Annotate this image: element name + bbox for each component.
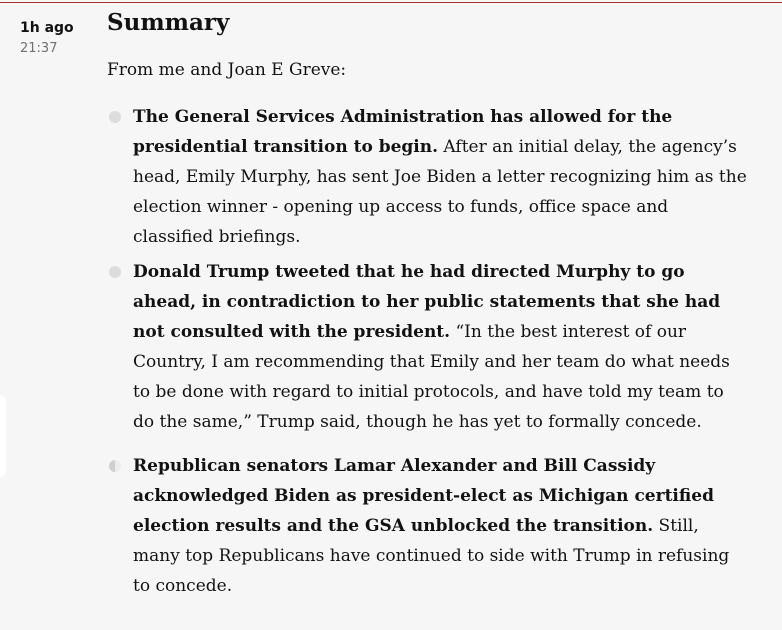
summary-item-body: “In the best interest of our Country, I am recommending that Emily and her team do what needs to be done with regard to initial protocols, and have told my team to do the same,” Trump said, though he has yet to formally concede.: [133, 322, 730, 432]
summary-item-headline: Donald Trump tweeted that he had directed Murphy to go ahead, in contradiction to her public statements that she had not consulted with the president.: [133, 262, 721, 342]
summary-list: [107, 102, 747, 606]
relative-time[interactable]: 1h ago: [20, 20, 74, 36]
summary-item: [107, 102, 747, 252]
summary-item-body: Still, many top Republicans have continued to side with Trump in refusing to concede.: [133, 516, 730, 596]
summary-item-body: After an initial delay, the agency’s head, Emily Murphy, has sent Joe Biden a letter recognizing him as the election winner - opening up access to funds, office space and classified briefings.: [133, 137, 747, 247]
bullet-dot-icon: [109, 111, 121, 123]
bullet-dot-icon: [109, 266, 121, 278]
summary-item-headline: Republican senators Lamar Alexander and Bill Cassidy acknowledged Biden as president-elect as Michigan certified election results and the GSA unblocked the transition.: [133, 456, 714, 536]
summary-item: [107, 257, 747, 437]
entry-intro: From me and Joan E Greve:: [107, 60, 347, 80]
clock-time: 21:37: [20, 41, 58, 56]
entry-title: Summary: [107, 9, 230, 36]
summary-item-headline: The General Services Administration has allowed for the presidential transition to begin.: [133, 107, 673, 157]
liveblog-entry: [0, 3, 782, 630]
entry-timestamp[interactable]: [20, 19, 100, 58]
margin-notch: [0, 395, 6, 477]
bullet-dot-icon: [109, 460, 121, 472]
summary-item: [107, 451, 747, 601]
